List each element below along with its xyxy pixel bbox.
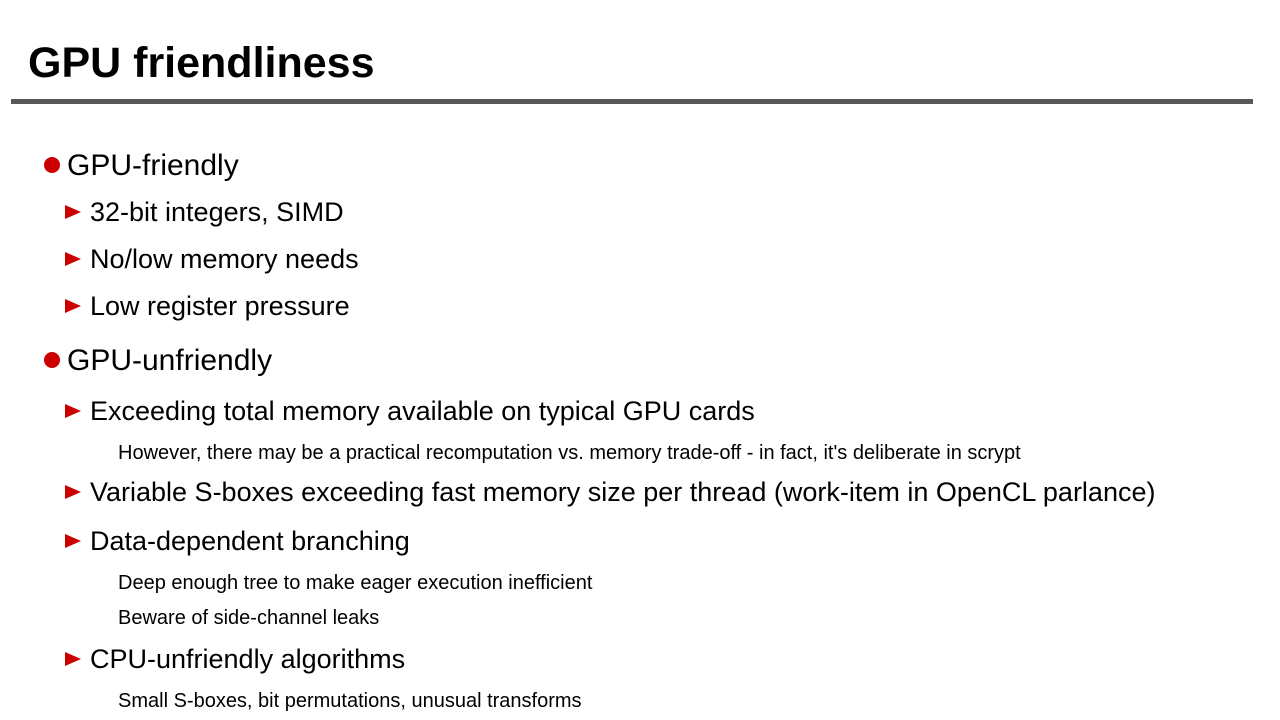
list-item-level2	[65, 477, 1155, 508]
triangle-bullet-icon	[65, 652, 81, 666]
list-item-level2	[65, 197, 344, 228]
list-item-level3	[118, 606, 379, 630]
list-item-label: GPU-unfriendly	[67, 344, 273, 377]
list-item-level2	[65, 396, 755, 427]
circle-bullet-icon	[44, 352, 60, 368]
triangle-bullet-icon	[65, 252, 81, 266]
triangle-bullet-icon	[65, 534, 81, 548]
list-item-label: CPU-unfriendly algorithms	[90, 644, 406, 674]
triangle-bullet-icon	[65, 485, 81, 499]
list-item-label: Exceeding total memory available on typical GPU cards	[90, 396, 755, 426]
list-item-label: Beware of side-channel leaks	[118, 607, 380, 629]
triangle-bullet-icon	[65, 299, 81, 313]
list-item-label: However, there may be a practical recomputation vs. memory trade-off - in fact, it's deliberate in scrypt	[118, 442, 1021, 464]
list-item-label: Low register pressure	[90, 291, 350, 321]
list-item-level2	[65, 291, 350, 322]
list-item-level1	[44, 344, 272, 378]
list-item-label: Variable S-boxes exceeding fast memory size per thread (work-item in OpenCL parlance)	[90, 477, 1156, 507]
list-item-level2	[65, 526, 410, 557]
list-item-level2	[65, 644, 405, 675]
list-item-level2	[65, 244, 359, 275]
triangle-bullet-icon	[65, 404, 81, 418]
list-item-label: GPU-friendly	[67, 149, 239, 182]
list-item-label: Deep enough tree to make eager execution inefficient	[118, 572, 593, 594]
circle-bullet-icon	[44, 157, 60, 173]
list-item-level3	[118, 441, 1021, 465]
list-item-level3	[118, 571, 592, 595]
list-item-label: Small S-boxes, bit permutations, unusual transforms	[118, 690, 582, 712]
triangle-bullet-icon	[65, 205, 81, 219]
list-item-level3	[118, 689, 582, 713]
slide-title: GPU friendliness	[28, 39, 375, 87]
title-divider-rule	[11, 99, 1253, 104]
list-item-level1	[44, 149, 239, 183]
list-item-label: Data-dependent branching	[90, 526, 410, 556]
list-item-label: 32-bit integers, SIMD	[90, 197, 344, 227]
list-item-label: No/low memory needs	[90, 244, 359, 274]
